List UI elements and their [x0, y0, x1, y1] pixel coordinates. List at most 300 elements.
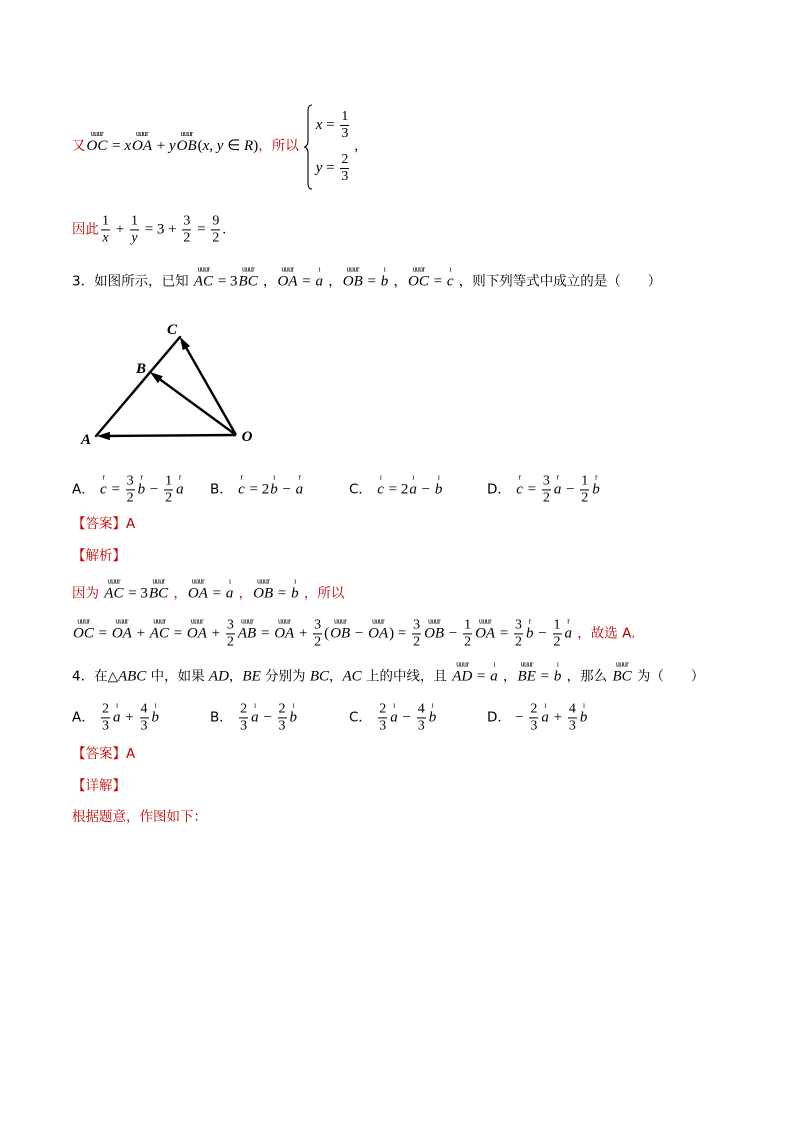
denominator — [211, 230, 220, 247]
fraction — [568, 701, 577, 734]
fraction — [412, 617, 421, 650]
vector-c — [238, 472, 245, 500]
math-symbol: = — [473, 668, 490, 685]
vector-oa — [274, 616, 295, 644]
vector-c — [377, 472, 384, 500]
numerator — [463, 617, 472, 633]
text-run: 4．在△ — [72, 668, 118, 685]
vector-name: a — [564, 625, 572, 642]
vector-arrow-mark: uuur — [478, 616, 492, 626]
text-run: 2 — [102, 701, 110, 717]
question-3-option-d — [487, 473, 601, 506]
fraction — [417, 701, 426, 734]
math-symbol: − — [278, 481, 295, 498]
vector-name: OB — [424, 625, 445, 642]
vector-arrow-mark: uuur — [456, 659, 469, 669]
vector-name: b — [291, 585, 299, 602]
math-symbol: − — [417, 481, 434, 498]
vector-ac — [193, 264, 214, 292]
question-3-answer: 【答案】A — [72, 516, 136, 533]
vector-b — [579, 700, 588, 728]
vector-a — [315, 264, 323, 292]
numerator — [278, 701, 287, 717]
text-run: 分别为 — [260, 668, 310, 685]
math-symbol: + — [121, 709, 138, 726]
vector-a — [251, 700, 259, 728]
text-run: 2 — [240, 701, 248, 717]
math-symbol: , — [209, 138, 217, 155]
text-run: 3 — [542, 473, 550, 489]
fraction — [313, 617, 322, 650]
math-symbol: ) — [253, 138, 259, 155]
vector-bc — [148, 576, 169, 604]
vector-name: OA — [186, 625, 207, 642]
text-run: 2 — [379, 701, 387, 717]
vector-name: b — [579, 709, 588, 726]
vector-oa — [186, 616, 207, 644]
vector-name: BC — [238, 273, 258, 290]
math-symbol: = — [108, 138, 125, 155]
math-symbol: = 2 — [245, 481, 270, 498]
vector-arrow-mark: ı — [228, 576, 231, 586]
question-3-option-b — [210, 472, 304, 500]
math-symbol: = 2 — [384, 481, 409, 498]
text-run: ， — [498, 668, 517, 685]
vector-name: OB — [176, 138, 197, 155]
vector-arrow-mark: r — [518, 472, 521, 482]
vector-name: b — [137, 481, 146, 498]
fraction — [553, 617, 562, 650]
vector-arrow-mark: ı — [449, 264, 451, 274]
fraction — [340, 152, 349, 185]
denominator — [226, 634, 235, 651]
text-run: C． — [349, 481, 377, 498]
vector-name: a — [390, 709, 398, 726]
denominator — [568, 718, 577, 735]
math-symbol: . — [222, 221, 227, 238]
vector-arrow-mark: uuur — [197, 264, 210, 274]
text-run: 2 — [226, 634, 234, 650]
denominator — [529, 718, 538, 735]
text-run: 3 — [140, 718, 148, 734]
vector-oa — [131, 129, 152, 157]
fraction — [226, 617, 235, 650]
numerator — [164, 473, 173, 489]
vector-oc-arrow — [183, 341, 237, 435]
math-symbol: = — [496, 625, 513, 642]
vector-arrow-mark: uuur — [190, 616, 204, 626]
numerator — [130, 213, 139, 229]
text-run: 1 — [341, 108, 349, 124]
text-run: 1 — [130, 213, 138, 229]
text-run: 因此 — [72, 221, 99, 238]
vector-name: a — [295, 481, 304, 498]
vector-arrow-mark: uuur — [334, 616, 347, 626]
vector-name: a — [251, 709, 259, 726]
math-symbol: = — [363, 273, 380, 290]
vector-name: a — [553, 481, 562, 498]
text-run: 1 — [464, 617, 472, 633]
text-run: 为（ ） — [632, 668, 705, 685]
numerator — [568, 701, 577, 717]
vector-arrow-mark: ı — [154, 700, 157, 710]
math-symbol: − — [398, 709, 415, 726]
vector-arrow-mark: r — [528, 616, 531, 626]
math-variable: x — [202, 138, 210, 155]
vector-c — [100, 472, 107, 500]
question-3-stem — [72, 264, 662, 292]
numerator — [140, 701, 149, 717]
vector-b — [270, 472, 278, 500]
vector-name: a — [113, 709, 121, 726]
denominator — [130, 230, 139, 247]
question-4-option-d — [487, 701, 588, 734]
text-run: 9 — [212, 213, 220, 229]
vector-name: OB — [330, 625, 351, 642]
math-variable: y — [315, 159, 323, 176]
vector-arrow-mark: uuur — [115, 616, 128, 626]
vector-b — [428, 700, 437, 728]
text-run: 2 — [413, 634, 421, 650]
math-symbol: = — [257, 625, 274, 642]
vector-arrow-mark: uuur — [371, 616, 385, 626]
vector-b — [151, 700, 160, 728]
math-symbol: + — [132, 625, 149, 642]
text-run: 1 — [581, 473, 589, 489]
fraction — [211, 213, 220, 246]
math-symbol: = — [322, 159, 339, 176]
fraction — [378, 701, 387, 734]
point-label-c: C — [166, 322, 178, 338]
vector-arrow-mark: r — [178, 472, 181, 482]
question-4-option-a — [72, 701, 160, 734]
denominator — [553, 634, 562, 651]
vector-name: b — [428, 709, 437, 726]
vector-arrow-mark: uuur — [153, 616, 166, 626]
numerator — [529, 701, 538, 717]
text-run: ， — [258, 273, 277, 290]
vector-arrow-mark: uuur — [240, 616, 254, 626]
denominator — [412, 634, 421, 651]
fraction — [164, 473, 173, 506]
vector-oa — [475, 616, 496, 644]
text-run: 4 — [568, 701, 576, 717]
text-run: 2 — [314, 634, 322, 650]
math-symbol: + — [295, 625, 312, 642]
vector-oc — [73, 616, 94, 644]
question-4-detail-title: 【详解】 — [72, 778, 126, 795]
vector-name: c — [446, 273, 454, 290]
text-run: ， — [234, 585, 253, 602]
vector-ob — [330, 616, 351, 644]
vector-arrow-mark: r — [556, 472, 559, 482]
vector-b — [526, 616, 534, 644]
math-variable: x — [315, 116, 323, 133]
vector-b — [380, 264, 389, 292]
vector-c — [516, 472, 523, 500]
denominator — [542, 490, 551, 507]
vector-arrow-mark: ı — [292, 700, 295, 710]
math-variable: BC — [309, 668, 330, 685]
vector-name: a — [176, 481, 184, 498]
vector-ob — [253, 576, 274, 604]
text-run: C． — [349, 709, 377, 726]
fraction — [182, 213, 191, 246]
numerator — [542, 473, 551, 489]
vector-arrow-mark: ı — [273, 472, 275, 482]
text-run: 3 — [341, 169, 349, 185]
math-symbol: , — [354, 138, 359, 155]
numerator — [101, 213, 110, 229]
text-run: 3 — [379, 718, 387, 734]
text-run: ，则下列等式中成立的是（ ） — [454, 273, 662, 290]
vector-arrow-mark: ı — [318, 264, 321, 274]
vector-ab — [237, 616, 257, 644]
vector-oc — [408, 264, 429, 292]
vector-a — [564, 616, 573, 644]
question-3-analysis-title: 【解析】 — [72, 548, 126, 565]
vector-arrow-mark: ı — [544, 700, 546, 710]
math-variable: y — [131, 230, 138, 246]
math-symbol: ( — [197, 138, 203, 155]
text-run: 2 — [341, 152, 349, 167]
vector-arrow-mark: uuur — [152, 576, 165, 586]
vector-name: OC — [408, 273, 429, 290]
math-symbol: = — [208, 585, 225, 602]
vector-oa-arrow — [102, 435, 236, 436]
vector-arrow-mark: ı — [254, 700, 256, 710]
vector-arrow-mark: ı — [431, 700, 434, 710]
math-variable: y — [168, 138, 176, 155]
numerator — [514, 617, 523, 633]
text-run: 2 — [515, 634, 523, 650]
vector-bc — [238, 264, 258, 292]
text-run: 3 — [417, 718, 425, 734]
text-run: 又 — [72, 138, 86, 155]
prev-solution-line-1 — [72, 104, 358, 190]
text-run: A． — [72, 481, 100, 498]
math-symbol: = — [193, 221, 210, 238]
vector-oa — [277, 264, 298, 292]
fraction — [580, 473, 589, 506]
vector-name: AD — [452, 668, 473, 685]
vector-arrow-mark: r — [298, 472, 301, 482]
vector-name: OA — [111, 625, 132, 642]
vector-arrow-mark: uuur — [615, 659, 629, 669]
vector-ac — [149, 616, 169, 644]
vector-name: OA — [131, 138, 152, 155]
vector-arrow-mark: ı — [493, 659, 495, 669]
vector-arrow-mark: uuur — [346, 264, 359, 274]
math-variable: AC — [342, 668, 362, 685]
denominator — [239, 718, 248, 735]
math-symbol: = 3 — [214, 273, 238, 290]
numerator — [126, 473, 135, 489]
fraction — [130, 213, 139, 246]
vector-arrow-mark: uuur — [520, 659, 533, 669]
vector-a — [225, 576, 234, 604]
point-label-a: A — [80, 432, 92, 448]
math-symbol: ( — [324, 625, 330, 642]
vector-name: OB — [253, 585, 274, 602]
math-symbol: = — [94, 625, 111, 642]
math-symbol: − — [146, 481, 163, 498]
question-4-stem — [72, 659, 705, 687]
denominator — [417, 718, 426, 735]
text-run: 中，如果 — [146, 668, 209, 685]
text-run: 3．如图所示，已知 — [72, 273, 193, 290]
vector-name: b — [434, 481, 443, 498]
text-run: B． — [210, 709, 238, 726]
vector-name: c — [100, 481, 107, 498]
denominator — [101, 718, 110, 735]
vector-arrow-mark: uuur — [412, 264, 425, 274]
math-variable: BE — [242, 668, 261, 685]
vector-arrow-mark: r — [595, 472, 598, 482]
triangle-diagram — [75, 318, 265, 452]
denominator — [340, 125, 349, 142]
vector-arrow-mark: ı — [437, 472, 440, 482]
text-run: 1 — [553, 617, 561, 633]
question-4-option-b — [210, 701, 298, 734]
text-run: B． — [210, 481, 238, 498]
text-run: ， — [169, 585, 187, 602]
text-run: 3 — [102, 718, 110, 734]
vector-name: OA — [475, 625, 496, 642]
vector-arrow-mark: r — [140, 472, 143, 482]
text-run: 3 — [341, 125, 349, 141]
vector-arrow-mark: uuur — [241, 264, 255, 274]
question-3-analysis-line-1 — [72, 576, 345, 604]
vector-name: c — [238, 481, 245, 498]
math-variable: ABC — [117, 668, 147, 685]
text-run: 2 — [581, 490, 589, 506]
vector-arrow-mark: uuur — [77, 616, 90, 626]
text-run: 3 — [530, 718, 538, 734]
math-symbol: ) = — [389, 625, 411, 642]
fraction — [126, 473, 135, 506]
vector-arrow-mark: ı — [294, 576, 296, 586]
math-symbol: = — [169, 625, 186, 642]
vector-arrow-mark: uuur — [427, 616, 441, 626]
math-symbol: = — [429, 273, 446, 290]
text-run: 2 — [212, 230, 220, 246]
vector-ob — [424, 616, 445, 644]
text-run: 2 — [183, 230, 191, 246]
vector-name: OB — [342, 273, 363, 290]
text-run: 3 — [278, 718, 286, 734]
math-symbol: − — [445, 625, 462, 642]
text-run: 因为 — [72, 585, 104, 602]
vector-name: c — [516, 481, 523, 498]
math-variable: AD — [208, 668, 229, 685]
text-run: 3 — [126, 473, 134, 489]
vector-arrow-mark: ı — [412, 472, 414, 482]
math-symbol: − — [259, 709, 276, 726]
text-run: ，所以 — [258, 138, 299, 155]
equation-row — [316, 152, 352, 185]
vector-name: b — [289, 709, 298, 726]
text-run: 2 — [553, 634, 561, 650]
vector-a — [176, 472, 184, 500]
vector-name: OC — [86, 138, 108, 155]
point-label-o: O — [241, 429, 253, 445]
text-run: 3 — [413, 617, 421, 633]
vector-name: a — [409, 481, 417, 498]
vector-c — [446, 264, 454, 292]
text-run: 3 — [568, 718, 576, 734]
text-run: ， — [323, 273, 342, 290]
math-symbol: + — [207, 625, 224, 642]
math-symbol: = — [107, 481, 124, 498]
vector-name: a — [490, 668, 498, 685]
point-label-b: B — [135, 361, 147, 377]
vector-b — [434, 472, 443, 500]
text-run: ， — [329, 668, 343, 685]
equation-row — [316, 109, 352, 142]
vector-arrow-mark: r — [102, 472, 105, 482]
fraction — [101, 213, 110, 246]
math-symbol: − — [562, 481, 579, 498]
text-run: 4 — [140, 701, 148, 717]
numerator — [239, 701, 248, 717]
numerator — [226, 617, 235, 633]
denominator — [278, 718, 287, 735]
text-run: 2 — [165, 490, 173, 506]
question-3-option-c — [349, 472, 443, 500]
denominator — [514, 634, 523, 651]
numerator — [101, 701, 110, 717]
vector-a — [541, 700, 549, 728]
vector-name: BE — [517, 668, 536, 685]
vector-a — [409, 472, 417, 500]
vector-a — [113, 700, 121, 728]
vector-name: a — [541, 709, 549, 726]
vector-arrow-mark: ı — [115, 700, 118, 710]
vector-name: b — [151, 709, 159, 726]
vector-a — [490, 659, 498, 687]
vector-name: AC — [149, 625, 169, 642]
equation-system — [303, 104, 352, 190]
vector-ob — [342, 264, 363, 292]
math-symbol: + — [112, 221, 128, 238]
fraction — [463, 617, 472, 650]
math-symbol: = — [274, 585, 291, 602]
fraction — [101, 701, 110, 734]
text-run: 2 — [530, 701, 538, 717]
math-symbol: = 3 + — [140, 221, 181, 238]
vector-a — [553, 472, 562, 500]
prev-solution-line-2 — [72, 213, 226, 246]
math-symbol: − — [515, 709, 528, 726]
fraction — [542, 473, 551, 506]
math-symbol: + — [152, 138, 169, 155]
vector-oa — [111, 616, 132, 644]
fraction — [529, 701, 538, 734]
vector-a — [295, 472, 304, 500]
text-run: 3 — [314, 617, 322, 633]
text-run: ， — [228, 668, 243, 685]
text-run: 1 — [102, 213, 109, 229]
math-symbol: = — [523, 481, 540, 498]
fraction — [278, 701, 287, 734]
math-symbol: + — [549, 709, 566, 726]
vector-b — [289, 700, 298, 728]
question-4-answer: 【答案】A — [72, 746, 136, 763]
math-symbol: = — [298, 273, 315, 290]
question-4-option-c — [349, 701, 437, 734]
vector-name: OA — [187, 585, 208, 602]
